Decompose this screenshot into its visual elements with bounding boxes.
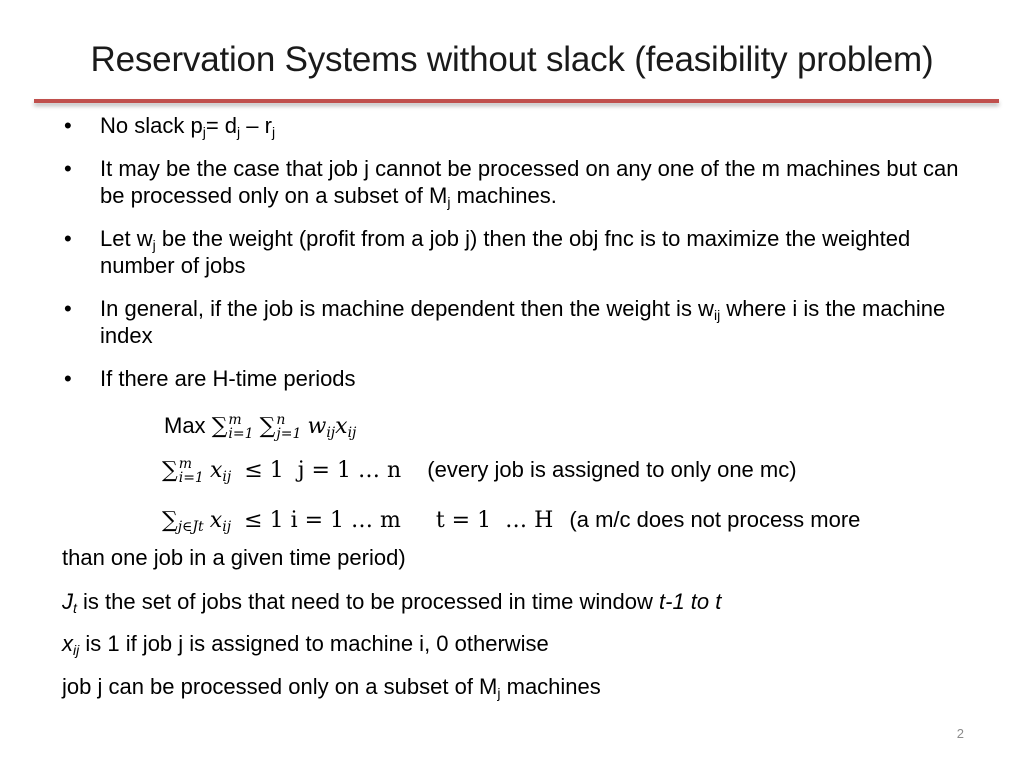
page-number: 2 bbox=[956, 726, 964, 741]
bullet-no-slack-mid2: – r bbox=[240, 113, 272, 138]
c2-note: (a m/c does not process more bbox=[569, 507, 861, 532]
def-subset-post: machines bbox=[500, 674, 601, 699]
objective-weight: w bbox=[307, 414, 327, 439]
c2-var: x bbox=[209, 508, 223, 533]
bullet-subset-sub: j bbox=[447, 194, 451, 210]
def-jt-window: t-1 to t bbox=[659, 589, 722, 614]
c1-limits bbox=[179, 457, 204, 485]
bullet-weight-post: be the weight (profit from a job j) then the obj fnc is to maximize the weighted number of jobs bbox=[100, 226, 911, 278]
def-subset-pre: job j can be processed only on a subset of M bbox=[62, 674, 498, 699]
sum1-lower: i=1 bbox=[228, 426, 254, 443]
def-xij-text: is 1 if job j is assigned to machine i, 0 otherwise bbox=[79, 631, 549, 656]
bullet-list bbox=[64, 112, 984, 408]
bullet-subset-pre: It may be the case that job j cannot be processed on any one of the m machines but can be processed only on a subset of M bbox=[100, 156, 959, 208]
c1-lower: i=1 bbox=[178, 470, 204, 487]
c1-var: x bbox=[209, 458, 223, 483]
constraint-one-period bbox=[162, 506, 860, 534]
c1-note: (every job is assigned to only one mc) bbox=[427, 457, 797, 482]
bullet-weight-pre: Let w bbox=[100, 226, 153, 251]
def-jt-sub: t bbox=[73, 600, 77, 616]
def-jt-text: is the set of jobs that need to be processed in time window bbox=[76, 589, 659, 614]
def-xij-sub: ij bbox=[73, 642, 80, 658]
bullet-no-slack-sub3: j bbox=[271, 124, 276, 140]
bullet-no-slack-pre: No slack p bbox=[100, 113, 203, 138]
objective-weight-sub: ij bbox=[326, 425, 336, 441]
sum-symbol: ∑ bbox=[211, 414, 228, 439]
bullet-no-slack-sub1: j bbox=[202, 124, 206, 140]
bullet-weight bbox=[64, 225, 984, 279]
sum2-limits bbox=[276, 413, 301, 441]
title-rule bbox=[34, 99, 999, 103]
objective-var-sub: ij bbox=[347, 425, 357, 441]
sum1-limits bbox=[228, 413, 253, 441]
bullet-machdep-pre: In general, if the job is machine dependent then the weight is w bbox=[100, 296, 714, 321]
bullet-machine-dependent bbox=[64, 295, 984, 349]
sum-symbol: ∑ bbox=[162, 458, 178, 483]
def-subset bbox=[62, 673, 601, 700]
bullet-time-periods-text: If there are H-time periods bbox=[100, 366, 356, 391]
sum1-upper: m bbox=[228, 412, 242, 429]
c2-continuation: than one job in a given time period) bbox=[62, 545, 406, 570]
bullet-machdep-sub: ij bbox=[713, 307, 721, 323]
bullet-weight-sub: j bbox=[152, 237, 156, 253]
c2-relation: ≤ 1 i = 1 … m t = 1 … H bbox=[237, 508, 554, 533]
constraint-one-job bbox=[162, 456, 797, 485]
sum-symbol: ∑ bbox=[259, 414, 276, 439]
def-xij bbox=[62, 630, 549, 657]
c1-relation: ≤ 1 j = 1 … n bbox=[237, 458, 402, 483]
bullet-subset-machines bbox=[64, 155, 984, 209]
def-jt bbox=[62, 588, 721, 615]
objective-formula bbox=[164, 412, 356, 441]
c1-upper: m bbox=[178, 456, 192, 473]
objective-label: Max bbox=[164, 413, 212, 438]
sum2-upper: n bbox=[276, 412, 286, 429]
c1-var-sub: ij bbox=[222, 469, 232, 485]
def-subset-sub: j bbox=[497, 685, 501, 701]
def-jt-var: J bbox=[62, 589, 73, 614]
bullet-no-slack-sub2: j bbox=[237, 124, 241, 140]
bullet-no-slack-mid1: = d bbox=[205, 113, 238, 138]
slide-title: Reservation Systems without slack (feasibility problem) bbox=[90, 40, 934, 79]
objective-var: x bbox=[335, 414, 348, 439]
sum-symbol: ∑ bbox=[162, 508, 178, 533]
c2-var-sub: ij bbox=[222, 519, 232, 535]
sum2-lower: j=1 bbox=[276, 426, 302, 443]
bullet-machdep-post: where i is the machine index bbox=[100, 296, 946, 348]
c2-lower: j∈Jt bbox=[177, 519, 204, 535]
bullet-time-periods bbox=[64, 365, 984, 392]
bullet-no-slack bbox=[64, 112, 984, 139]
def-xij-var: x bbox=[62, 631, 73, 656]
bullet-subset-post: machines. bbox=[450, 183, 557, 208]
